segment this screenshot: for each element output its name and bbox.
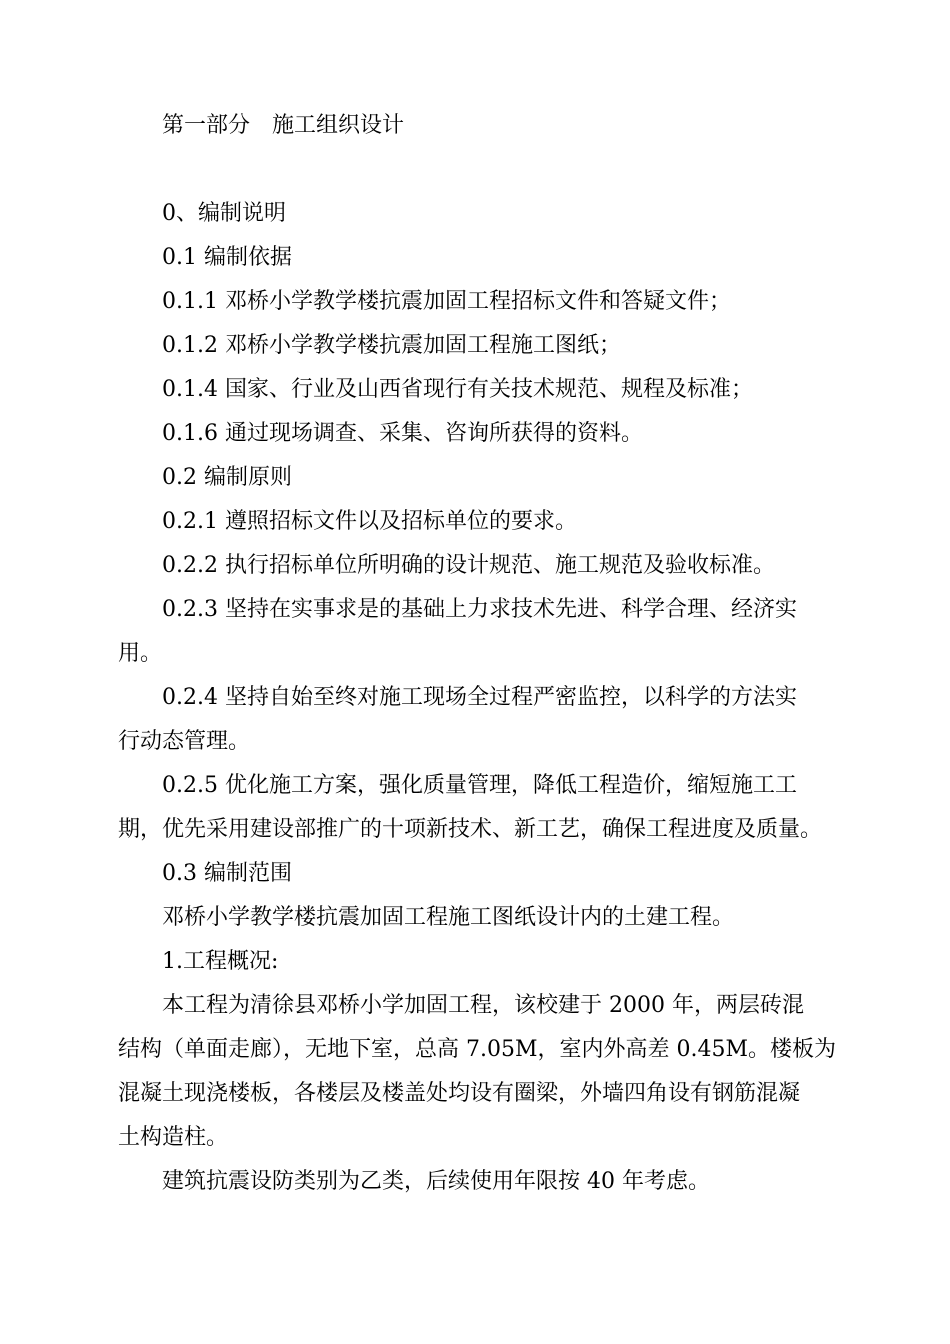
list-item-continuation: 期，优先采用建设部推广的十项新技术、新工艺，确保工程进度及质量。 (118, 817, 823, 842)
list-item: 0.2.4 坚持自始至终对施工现场全过程严密监控，以科学的方法实 (162, 685, 797, 710)
list-item-continuation: 行动态管理。 (118, 729, 251, 754)
section-heading: 1.工程概况: (162, 949, 279, 974)
list-item: 0.1.6 通过现场调查、采集、咨询所获得的资料。 (162, 421, 643, 446)
subsection-heading: 0.3 编制范围 (162, 861, 292, 886)
part-name: 施工组织设计 (272, 113, 405, 138)
paragraph-text: 本工程为清徐县邓桥小学加固工程，该校建于 2000 年，两层砖混 (162, 993, 804, 1018)
paragraph-continuation: 混凝土现浇楼板，各楼层及楼盖处均设有圈梁，外墙四角设有钢筋混凝 (118, 1081, 801, 1106)
paragraph-continuation: 土构造柱。 (118, 1125, 229, 1150)
list-item: 0.1.1 邓桥小学教学楼抗震加固工程招标文件和答疑文件； (162, 289, 731, 314)
list-item: 0.2.1 遵照招标文件以及招标单位的要求。 (162, 509, 577, 534)
paragraph-text: 邓桥小学教学楼抗震加固工程施工图纸设计内的土建工程。 (162, 905, 735, 930)
list-item: 0.2.5 优化施工方案，强化质量管理，降低工程造价，缩短施工工 (162, 773, 797, 798)
blank-line (118, 148, 808, 192)
subsection-heading: 0.1 编制依据 (162, 245, 292, 270)
document-body (118, 104, 837, 1204)
list-item: 0.2.2 执行招标单位所明确的设计规范、施工规范及验收标准。 (162, 553, 775, 578)
list-item-continuation: 用。 (118, 641, 163, 666)
paragraph-text: 建筑抗震设防类别为乙类，后续使用年限按 40 年考虑。 (162, 1169, 710, 1194)
list-item: 0.1.2 邓桥小学教学楼抗震加固工程施工图纸； (162, 333, 621, 358)
list-item: 0.1.4 国家、行业及山西省现行有关技术规范、规程及标准； (162, 377, 753, 402)
part-title (118, 104, 808, 148)
section-heading: 0、编制说明 (162, 201, 286, 226)
paragraph-continuation: 结构（单面走廊），无地下室，总高 7.05M，室内外高差 0.45M。楼板为 (118, 1037, 837, 1062)
list-item: 0.2.3 坚持在实事求是的基础上力求技术先进、科学合理、经济实 (162, 597, 797, 622)
part-number: 第一部分 (162, 113, 251, 138)
subsection-heading: 0.2 编制原则 (162, 465, 292, 490)
